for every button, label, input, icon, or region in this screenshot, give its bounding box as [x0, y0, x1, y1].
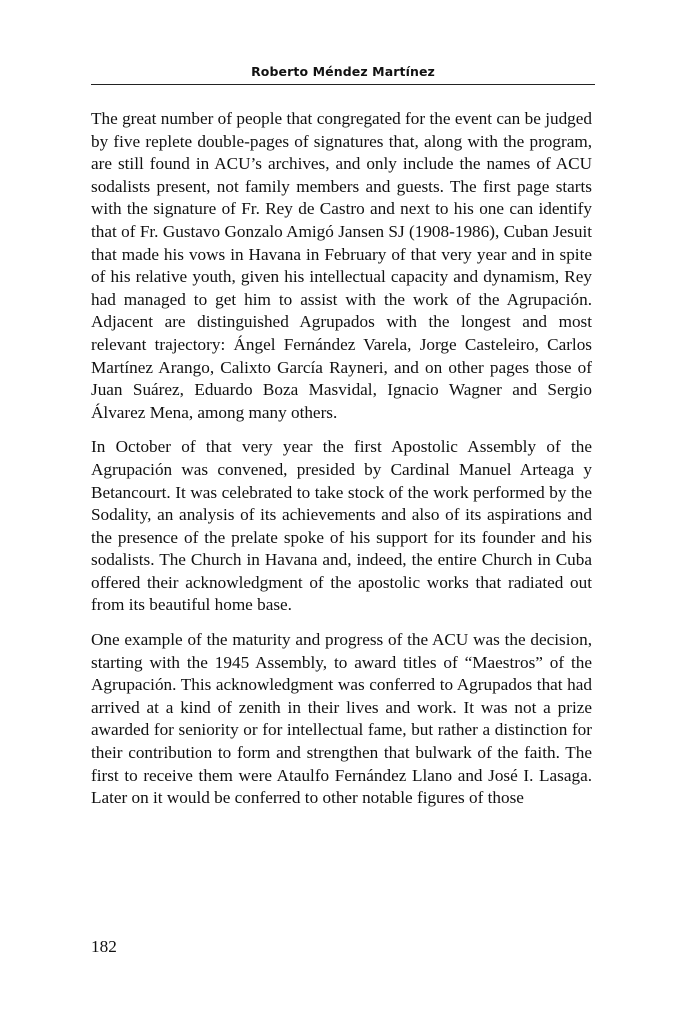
running-header-author: Roberto Méndez Martínez: [251, 64, 435, 79]
paragraph-2: In October of that very year the first Apostolic Assembly of the Agrupación was convened, presided by Cardinal Manuel Arteaga y Betancourt. It was celebrated to take stock of the work performed by the Sodality, an analysis of its achievements and also of its aspirations and the presence of the prelate spoke of his support for its founder and his sodalists. The Church in Havana and, indeed, the entire Church in Cuba offered their acknowledgment of the apostolic works that radiated out from its beautiful home base.: [91, 437, 592, 615]
page-number: 182: [91, 937, 117, 956]
header-rule: [91, 84, 595, 85]
body-text: [91, 108, 592, 822]
paragraph-1: The great number of people that congregated for the event can be judged by five replete double-pages of signatures that, along with the program, are still found in ACU’s archives, and only include the names of ACU sodalists present, not family members and guests. The first page starts with the signature of Fr. Rey de Castro and next to his one can identify that of Fr. Gustavo Gonzalo Amigó Jansen SJ (1908-1986), Cuban Jesuit that made his vows in Havana in February of that very year and in spite of his relative youth, given his intellectual capacity and dynamism, Rey had managed to get him to assist with the work of the Agrupación. Adjacent are distinguished Agrupados with the longest and most relevant trajectory: Ángel Fernández Varela, Jorge Casteleiro, Carlos Martínez Arango, Calixto García Rayneri, and on other pages those of Juan Suárez, Eduardo Boza Masvidal, Ignacio Wagner and Sergio Álvarez Mena, among many others.: [91, 109, 592, 422]
paragraph-3: One example of the maturity and progress of the ACU was the decision, starting with the 1945 Assembly, to award titles of “Maestros” of the Agrupación. This acknowledgment was conferred to Agrupados that had arrived at a kind of zenith in their lives and work. It was not a prize awarded for seniority or for intellectual fame, but rather a distinction for their contribution to form and strengthen that bulwark of the faith. The first to receive them were Ataulfo Fernández Llano and José I. Lasaga. Later on it would be conferred to other notable figures of those: [91, 630, 592, 808]
